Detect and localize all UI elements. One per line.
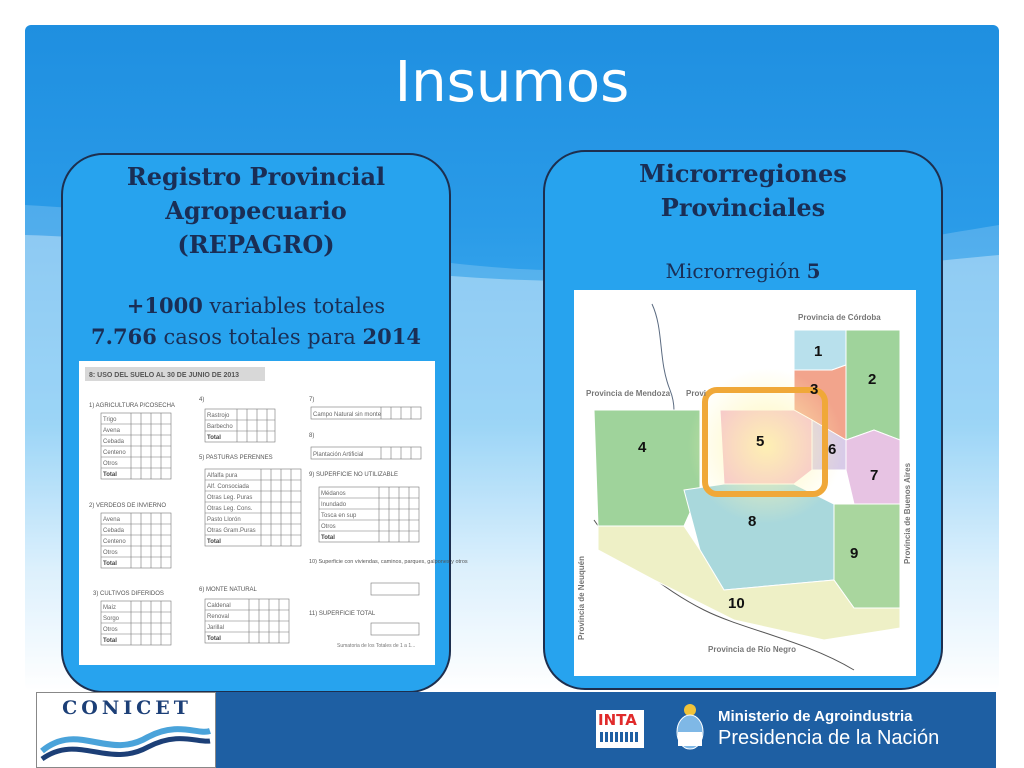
survey-form-image [79, 361, 468, 665]
form-s1: 1) AGRICULTURA P/COSECHA [89, 403, 175, 409]
form-s5-i0: Alfalfa pura [207, 473, 238, 479]
region-label-8: 8 [748, 513, 757, 530]
form-s5: 5) PASTURAS PERENNES [199, 455, 273, 461]
form-s11-note: Sumatoria de los Totales de 1 a 1... [337, 643, 416, 649]
conicet-wave-icon [38, 721, 214, 765]
form-s11: 11) SUPERFICIE TOTAL [309, 611, 376, 617]
microregion-map [574, 290, 916, 676]
form-s8-i0: Plantación Artificial [313, 452, 364, 458]
region-9 [834, 504, 900, 608]
form-s5-i2: Otras Leg. Puras [207, 495, 253, 501]
conicet-logo-text: CONICET [62, 697, 192, 719]
form-s5-i6: Total [207, 539, 221, 545]
micro-subtitle-label: Microrregión [665, 259, 807, 283]
region-label-4: 4 [638, 439, 647, 456]
form-s1-i0: Trigo [103, 417, 117, 423]
microregion-map-drawing [574, 290, 916, 676]
form-s3-i2: Otros [103, 627, 118, 633]
form-s1-i3: Centeno [103, 450, 126, 456]
variables-label: variables totales [202, 294, 386, 318]
form-s1-i4: Otros [103, 461, 118, 467]
inta-logo-text: INTA [598, 711, 637, 729]
form-s2-i0: Avena [103, 517, 120, 523]
form-s5-i3: Otras Leg. Cons. [207, 506, 253, 512]
form-s2-i2: Centeno [103, 539, 126, 545]
form-s2-i4: Total [103, 561, 117, 567]
region-label-5: 5 [756, 433, 765, 450]
label-cordoba: Provincia de Córdoba [798, 313, 881, 322]
form-s1-i2: Cebada [103, 439, 125, 445]
cases-label: casos totales para [156, 325, 363, 349]
form-s7: 7) [309, 397, 315, 403]
form-s2: 2) VERDEOS DE INVIERNO [89, 503, 167, 509]
form-s3: 3) CULTIVOS DIFERIDOS [93, 591, 164, 597]
region-label-10: 10 [728, 595, 745, 612]
form-s8: 8) [309, 433, 315, 439]
region-label-9: 9 [850, 545, 859, 562]
form-s3-i3: Total [103, 638, 117, 644]
repagro-card [61, 153, 468, 693]
label-mendoza-cut: Provi [686, 389, 707, 398]
form-s1-i1: Avena [103, 428, 120, 434]
label-rio-negro: Provincia de Río Negro [708, 645, 797, 654]
micro-title-1: Microrregiones [639, 159, 847, 188]
form-header: 8: USO DEL SUELO AL 30 DE JUNIO DE 2013 [89, 372, 240, 379]
form-s5-i1: Alf. Consociada [207, 484, 250, 490]
micro-title-2: Provinciales [660, 193, 826, 222]
form-s5-i5: Otras Gram.Puras [207, 528, 256, 534]
region-label-1: 1 [814, 343, 823, 360]
ministry-name: Ministerio de Agroindustria [718, 708, 913, 725]
conicet-logo [36, 692, 216, 768]
region-label-7: 7 [870, 467, 879, 484]
form-s6-i3: Total [207, 636, 221, 642]
form-s6-i2: Jarillal [207, 625, 225, 631]
microrregiones-card [543, 150, 943, 690]
form-s7-i0: Campo Natural sin monte [313, 412, 382, 418]
region-label-2: 2 [868, 371, 877, 388]
form-s3-i1: Sorgo [103, 616, 120, 622]
region-label-6: 6 [828, 441, 837, 458]
form-s5-i4: Pasto Llorón [207, 517, 241, 523]
form-s4-i0: Rastrojo [207, 413, 230, 419]
slide-title: Insumos [394, 50, 630, 115]
form-s10: 10) Superficie con viviendas, caminos, parques, galpones y otros [309, 559, 468, 565]
form-s9-i1: Inundado [321, 502, 347, 508]
cases-count: 7.766 [91, 324, 157, 349]
form-s4-i2: Total [207, 435, 221, 441]
cases-year: 2014 [362, 324, 421, 349]
form-s2-i3: Otros [103, 550, 118, 556]
form-s6-i1: Renoval [207, 614, 230, 620]
repagro-title-3: (REPAGRO) [177, 230, 335, 259]
form-s9-i0: Médanos [321, 491, 346, 497]
form-s9-i4: Total [321, 535, 335, 541]
form-s2-i1: Cebada [103, 528, 125, 534]
form-s1-i5: Total [103, 472, 117, 478]
cases-line [63, 322, 449, 352]
region-4 [594, 410, 700, 526]
form-s9-i3: Otros [321, 524, 336, 530]
inta-stripes-icon [600, 732, 638, 742]
region-label-3: 3 [810, 381, 819, 398]
form-s9: 9) SUPERFICIE NO UTILIZABLE [309, 472, 399, 478]
survey-form-drawing [79, 361, 468, 665]
label-neuquen: Provincia de Neuquén [577, 555, 586, 640]
national-coat-of-arms-icon [672, 702, 708, 754]
micro-subtitle-number: 5 [806, 259, 821, 283]
form-s9-i2: Tosca en sup [321, 513, 357, 519]
micro-subtitle [545, 256, 941, 286]
inta-logo [594, 708, 646, 750]
label-mendoza: Provincia de Mendoza [586, 389, 671, 398]
repagro-title-1: Registro Provincial [126, 162, 386, 191]
form-s4: 4) [199, 397, 205, 403]
form-s3-i0: Maíz [103, 605, 117, 611]
variables-line [63, 291, 449, 321]
form-s6-i0: Caldenal [207, 603, 231, 609]
label-buenos-aires: Provincia de Buenos Aires [903, 462, 912, 564]
form-s6: 6) MONTE NATURAL [199, 587, 257, 593]
repagro-title-2: Agropecuario [165, 196, 347, 225]
form-s4-i1: Barbecho [207, 424, 233, 430]
variables-count: +1000 [126, 293, 203, 318]
presidency-name: Presidencia de la Nación [718, 727, 940, 749]
